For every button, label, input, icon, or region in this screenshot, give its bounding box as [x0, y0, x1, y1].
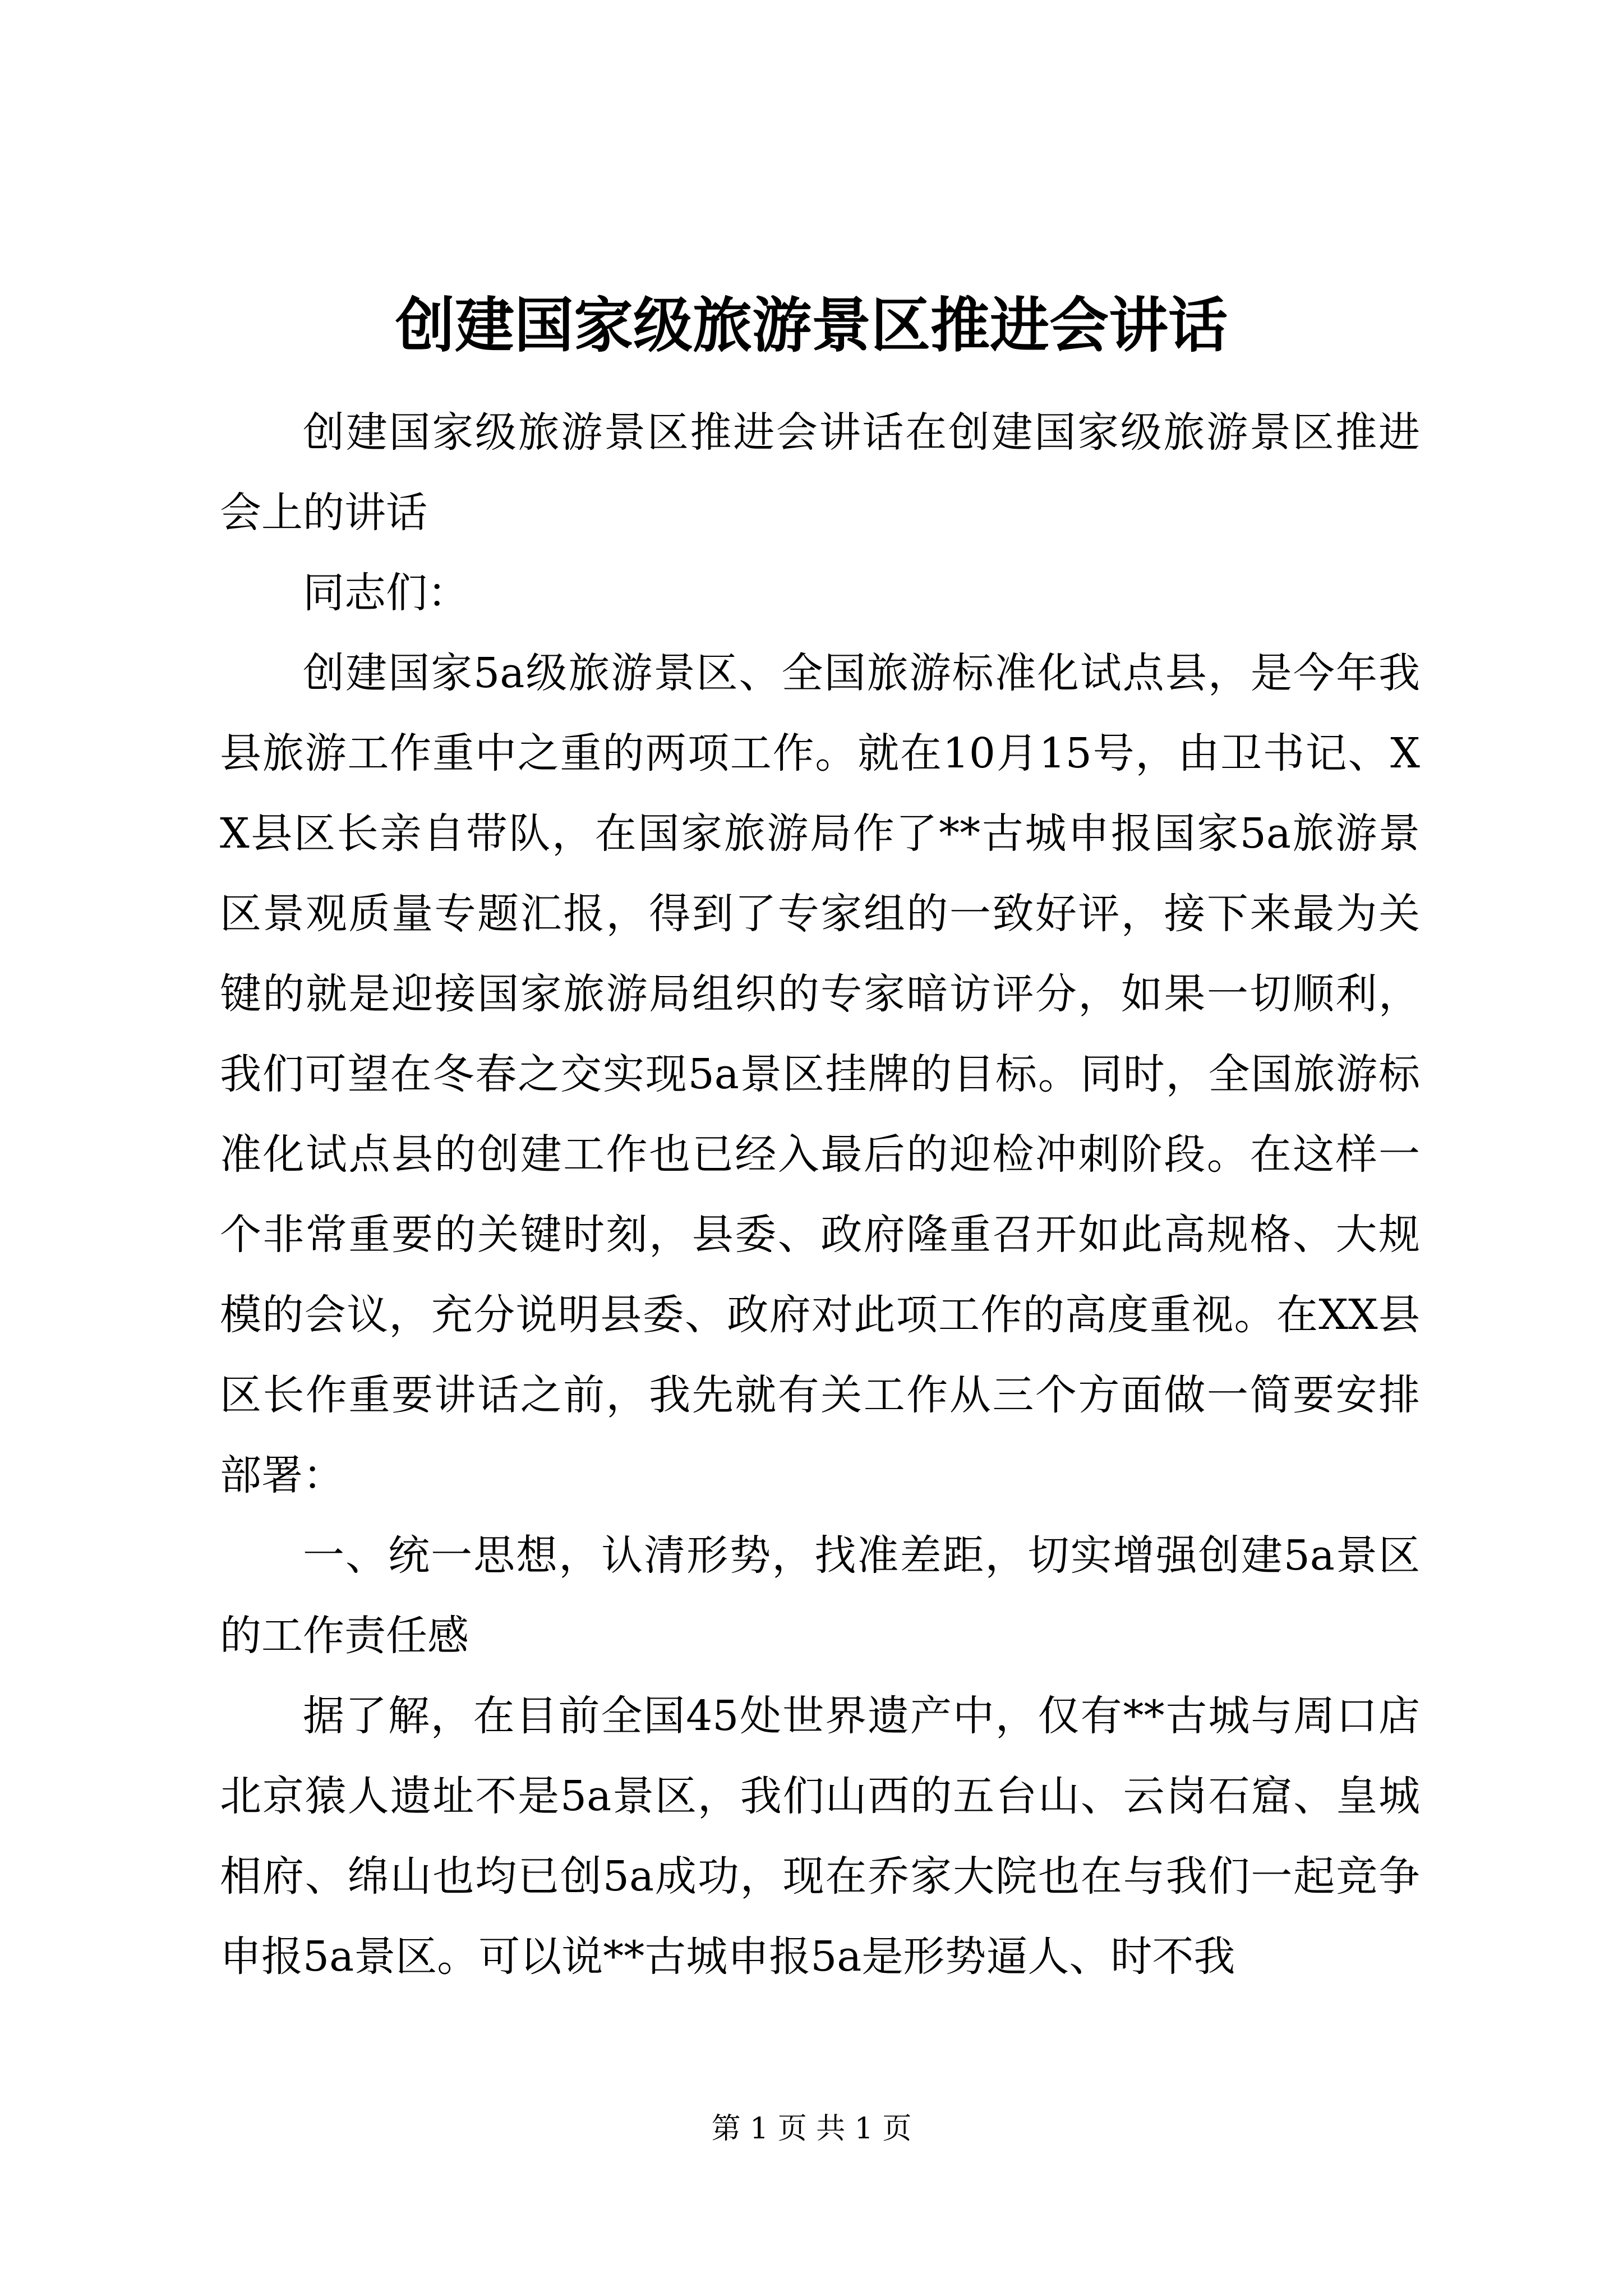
- paragraph-section-body: 据了解，在目前全国45处世界遗产中，仅有**古城与周口店北京猿人遗址不是5a景区，我们山西的五台山、云岗石窟、皇城相府、绵山也均已创5a成功，现在乔家大院也在与我们一起竞争申报5a景区。可以说**古城申报5a是形势逼人、时不我: [220, 1692, 1420, 1981]
- paragraph-section-heading: 一、统一思想，认清形势，找准差距，切实增强创建5a景区的工作责任感: [220, 1531, 1420, 1660]
- page-footer: 第 1 页 共 1 页: [711, 2112, 912, 2146]
- paragraph-salutation: 同志们：: [303, 569, 469, 617]
- document-body: [220, 393, 1420, 1997]
- document-title: 创建国家级旅游景区推进会讲话: [395, 290, 1228, 360]
- paragraph-intro: 创建国家级旅游景区推进会讲话在创建国家级旅游景区推进会上的讲话: [220, 408, 1420, 537]
- paragraph-main: 创建国家5a级旅游景区、全国旅游标准化试点县，是今年我县旅游工作重中之重的两项工作。就在10月15号，由卫书记、XX县区长亲自带队，在国家旅游局作了**古城申报国家5a旅游景区景观质量专题汇报，得到了专家组的一致好评，接下来最为关键的就是迎接国家旅游局组织的专家暗访评分，如果一切顺利，我们可望在冬春之交实现5a景区挂牌的目标。同时，全国旅游标准化试点县的创建工作也已经入最后的迎检冲刺阶段。在这样一个非常重要的关键时刻，县委、政府隆重召开如此高规格、大规模的会议，充分说明县委、政府对此项工作的高度重视。在XX县区长作重要讲话之前，我先就有关工作从三个方面做一简要安排部署：: [220, 649, 1420, 1499]
